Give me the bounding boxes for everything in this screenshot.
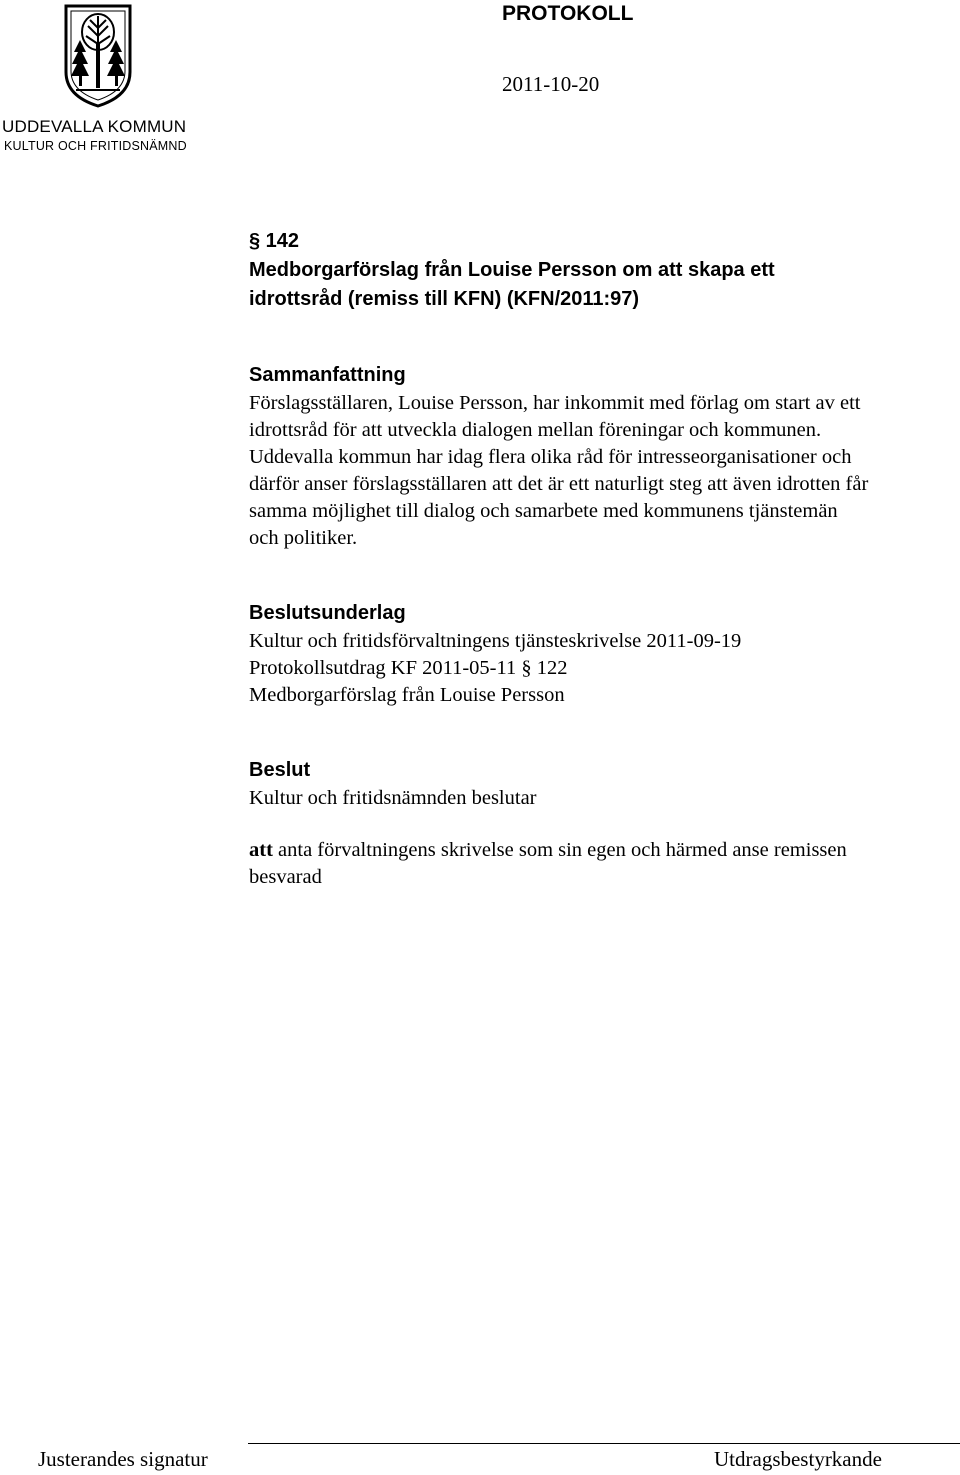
summary-line: därför anser förslagsställaren att det är ett naturligt steg att även idrotten får bbox=[249, 473, 869, 495]
summary-line: idrottsråd för att utveckla dialogen mellan föreningar och kommunen. bbox=[249, 419, 822, 441]
decision-text-line2: besvarad bbox=[249, 866, 322, 888]
summary-line: Förslagsställaren, Louise Persson, har inkommit med förlag om start av ett bbox=[249, 392, 861, 414]
main-content bbox=[249, 227, 960, 891]
decision-clause: anta förvaltningens skrivelse som sin egen och härmed anse remissen bbox=[272, 839, 847, 861]
decision-intro: Kultur och fritidsnämnden beslutar bbox=[249, 787, 537, 809]
basis-item: Protokollsutdrag KF 2011-05-11 § 122 bbox=[249, 657, 568, 679]
basis-item: Medborgarförslag från Louise Persson bbox=[249, 684, 565, 706]
case-number: § 142 bbox=[249, 230, 300, 252]
decision-text-line1 bbox=[249, 837, 960, 864]
department-name: KULTUR OCH FRITIDSNÄMND bbox=[4, 139, 187, 153]
summary-line: Uddevalla kommun har idag flera olika råd för intresseorganisationer och bbox=[249, 446, 852, 468]
decision-heading: Beslut bbox=[249, 759, 311, 781]
organization-name: UDDEVALLA KOMMUN bbox=[2, 117, 187, 136]
signature-label: Justerandes signatur bbox=[38, 1447, 208, 1471]
document-date: 2011-10-20 bbox=[502, 72, 600, 96]
summary-line: och politiker. bbox=[249, 527, 358, 549]
basis-item: Kultur och fritidsförvaltningens tjänsteskrivelse 2011-09-19 bbox=[249, 630, 742, 652]
case-title-line1: Medborgarförslag från Louise Persson om att skapa ett bbox=[249, 259, 775, 281]
coat-of-arms-logo bbox=[62, 0, 134, 108]
att-keyword: att bbox=[249, 839, 273, 861]
summary-heading: Sammanfattning bbox=[249, 364, 406, 386]
case-title-line2: idrottsråd (remiss till KFN) (KFN/2011:97) bbox=[249, 288, 640, 310]
certification-label: Utdragsbestyrkande bbox=[714, 1447, 882, 1471]
summary-line: samma möjlighet till dialog och samarbete med kommunens tjänstemän bbox=[249, 500, 838, 522]
document-type: PROTOKOLL bbox=[502, 2, 634, 25]
basis-heading: Beslutsunderlag bbox=[249, 602, 406, 624]
footer-divider bbox=[248, 1443, 960, 1444]
